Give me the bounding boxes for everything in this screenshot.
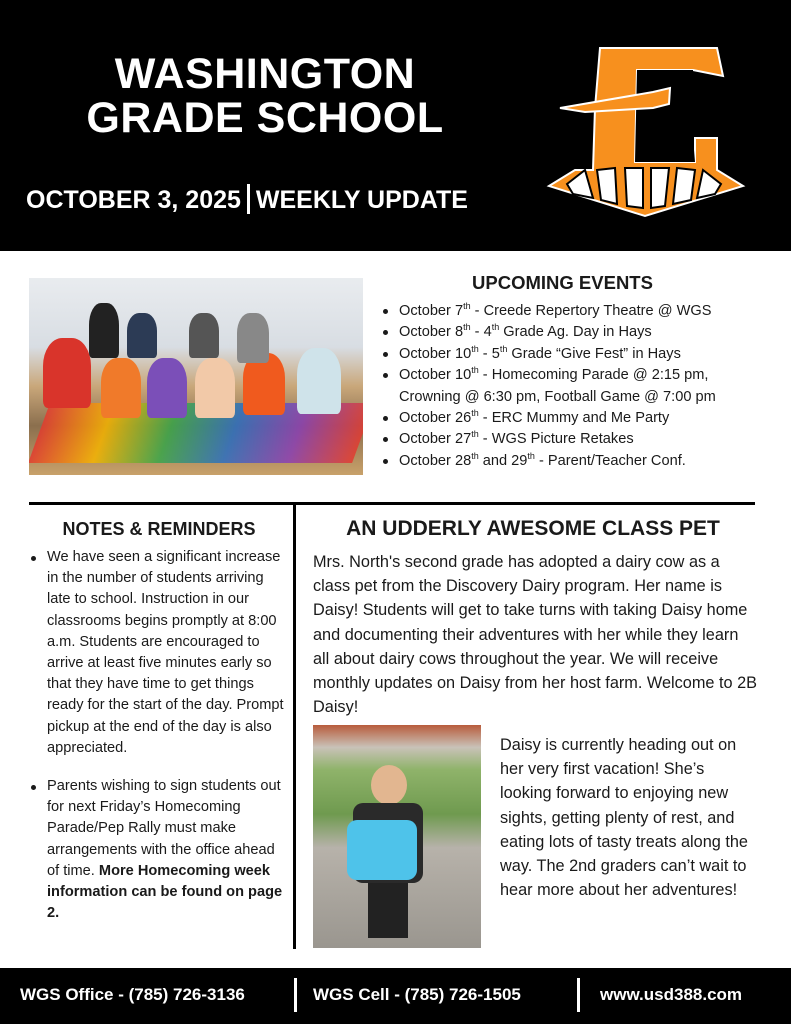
- title-line-1: WASHINGTON: [114, 50, 416, 98]
- office-phone: WGS Office - (785) 726-3136: [20, 985, 245, 1004]
- event-item: October 27th - WGS Picture Retakes: [380, 429, 750, 450]
- event-item: October 10th - 5th Grade “Give Fest” in Hays: [380, 344, 750, 365]
- event-item: October 10th - Homecoming Parade @ 2:15 pm, Crowning @ 6:30 pm, Football Game @ 7:00 pm: [380, 365, 750, 408]
- note-item: Parents wishing to sign students out for next Friday’s Homecoming Parade/Pep Rally must make arrangements with the office ahead of time. More Homecoming week information can be found on page 2.: [28, 776, 290, 924]
- title-line-2: GRADE SCHOOL: [86, 94, 444, 142]
- website-link[interactable]: www.usd388.com: [600, 985, 743, 1004]
- newsletter-subtitle: WEEKLY UPDATE: [255, 186, 468, 214]
- divider: [294, 978, 297, 1012]
- school-title: [40, 52, 490, 140]
- article-body: Mrs. North's second grade has adopted a dairy cow as a class pet from the Discovery Dairy program. Her name is Daisy! Students will get to take turns with taking Daisy home and documenting their adventures with her while they learn all about dairy cows throughout the year. We will receive monthly updates on Daisy from her host farm. Welcome to 2B Daisy!: [313, 553, 758, 717]
- column-divider: [293, 505, 296, 949]
- school-logo-icon: [545, 38, 755, 222]
- event-item: October 7th - Creede Repertory Theatre @ WGS: [380, 301, 750, 322]
- notes-list: [28, 547, 290, 941]
- classroom-group-photo: [29, 278, 363, 475]
- event-item: October 8th - 4th Grade Ag. Day in Hays: [380, 322, 750, 343]
- note-emphasis: More Homecoming week information can be found on page 2.: [47, 862, 283, 922]
- date-line: [26, 184, 468, 215]
- events-list: [380, 301, 750, 472]
- article-heading: AN UDDERLY AWESOME CLASS PET: [346, 517, 720, 540]
- header-banner: [0, 0, 791, 251]
- divider: [247, 184, 250, 214]
- student-with-cow-photo: [313, 725, 481, 948]
- upcoming-events-heading: UPCOMING EVENTS: [472, 272, 653, 293]
- section-divider: [29, 502, 755, 505]
- footer-contact-bar: [0, 968, 791, 1024]
- note-item: We have seen a significant increase in the number of students arriving late to school. Instruction in our classrooms begins promptly at 8:00 a.m. Students are encouraged to arrive at least five minutes early so that they have time to get things ready for the start of the day. Prompt pickup at the end of the day is also appreciated.: [28, 547, 290, 759]
- event-item: October 28th and 29th - Parent/Teacher Conf.: [380, 451, 750, 472]
- divider: [577, 978, 580, 1012]
- event-item: October 26th - ERC Mummy and Me Party: [380, 408, 750, 429]
- article-side-text: Daisy is currently heading out on her very first vacation! She’s looking forward to enjoying new sights, getting plenty of rest, and eating lots of tasty treats along the way. The 2nd graders can’t wait to hear more about her adventures!: [500, 736, 748, 900]
- newsletter-date: OCTOBER 3, 2025: [26, 186, 241, 214]
- cell-phone: WGS Cell - (785) 726-1505: [313, 985, 521, 1004]
- notes-heading: NOTES & REMINDERS: [62, 519, 256, 539]
